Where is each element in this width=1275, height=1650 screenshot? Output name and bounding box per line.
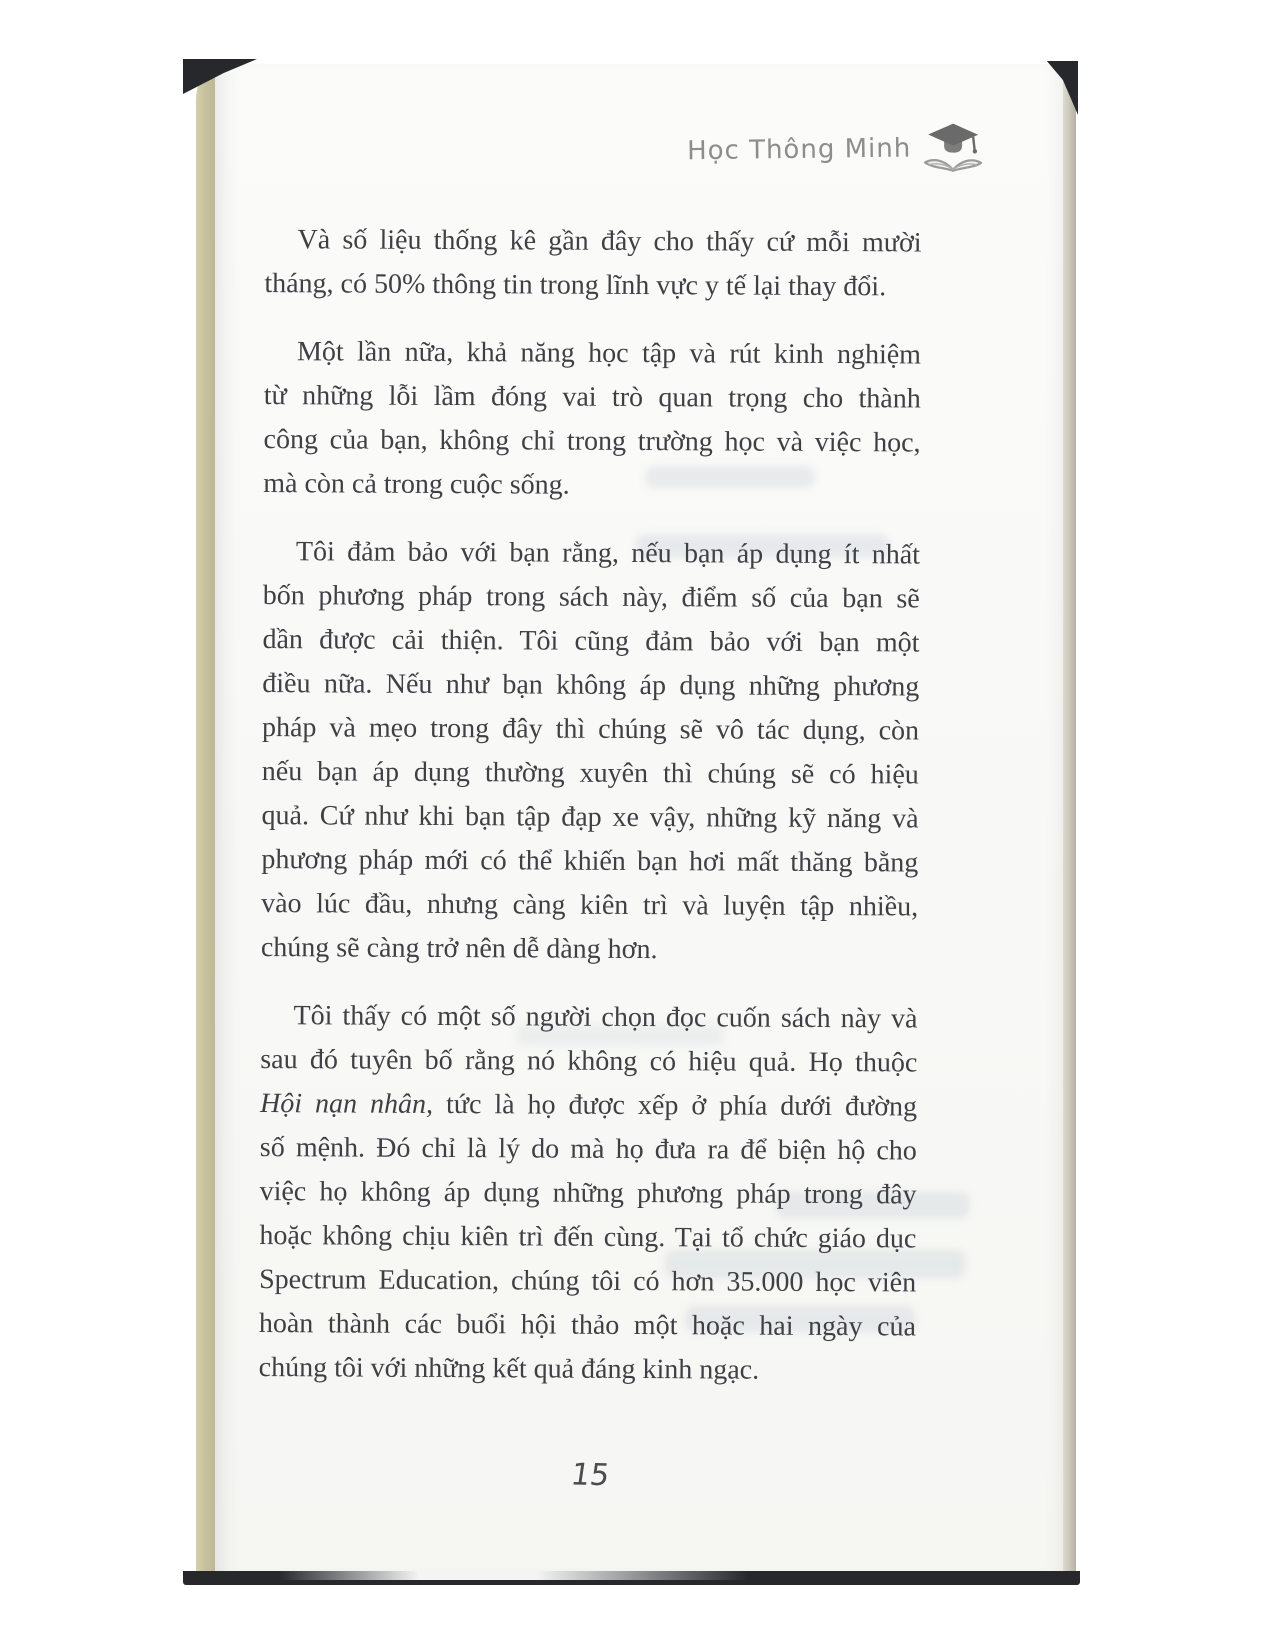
text-line: việc họ không áp dụng những phương pháp trong đây: [259, 1176, 917, 1211]
text-line: nếu bạn áp dụng thường xuyên thì chúng sẽ có hiệu: [261, 756, 919, 791]
text-line: Và số liệu thống kê gần đây cho thấy cứ mỗi mười: [297, 224, 922, 259]
text-line: điều nữa. Nếu như bạn không áp dụng những phương: [262, 668, 920, 703]
text-line: Tôi đảm bảo với bạn rằng, nếu bạn áp dụng ít nhất: [295, 536, 921, 571]
text-line: hoặc không chịu kiên trì đến cùng. Tại tổ chức giáo dục: [259, 1220, 917, 1255]
text-line: mà còn cả trong cuộc sống.: [263, 468, 570, 501]
scan-edge-artifact-bottom: [183, 1571, 1080, 1585]
paragraph: [263, 330, 921, 509]
text-line: dần được cải thiện. Tôi cũng đảm bảo với bạn một: [262, 624, 920, 659]
text-segment: tức là họ được xếp ở phía dưới đường: [432, 1088, 918, 1123]
emphasized-phrase: Hội nạn nhân,: [259, 1088, 434, 1120]
running-head: [687, 118, 985, 181]
text-line: bốn phương pháp trong sách này, điểm số của bạn sẽ: [262, 580, 920, 615]
text-line: Tôi thấy có một số người chọn đọc cuốn sách này và: [293, 1000, 918, 1035]
text-line: tháng, có 50% thông tin trong lĩnh vực y tế lại thay đổi.: [264, 268, 887, 303]
text-block: [258, 218, 921, 1417]
text-line: hoàn thành các buổi hội thảo một hoặc hai ngày của: [258, 1308, 917, 1343]
scan-glare: [278, 1571, 748, 1580]
text-line: số mệnh. Đó chỉ là lý do mà họ đưa ra để biện hộ cho: [259, 1132, 917, 1167]
page-surface: [215, 64, 1063, 1573]
graduation-cap-open-book-icon: [921, 119, 985, 180]
text-line: quả. Cứ như khi bạn tập đạp xe vậy, những kỹ năng và: [261, 800, 919, 835]
paragraph: [261, 530, 920, 973]
text-line: pháp và mẹo trong đây thì chúng sẽ vô tác dụng, còn: [261, 712, 920, 747]
text-line: Một lần nữa, khả năng học tập và rút kinh nghiệm: [296, 336, 922, 371]
paragraph: [264, 218, 921, 309]
running-head-title: Học Thông Minh: [686, 132, 912, 166]
text-line: chúng sẽ càng trở nên dễ dàng hơn.: [260, 932, 658, 966]
page-number: 15: [568, 1457, 612, 1494]
text-line: phương pháp mới có thể khiến bạn hơi mất thăng bằng: [261, 844, 919, 879]
text-line: sau đó tuyên bố rằng nó không có hiệu quả. Họ thuộc: [260, 1044, 918, 1079]
text-line: [260, 1082, 917, 1129]
page-edge-right: [1063, 68, 1076, 1573]
printed-content: [208, 64, 1064, 1577]
text-line: vào lúc đầu, nhưng càng kiên trì và luyện tập nhiều,: [261, 888, 919, 923]
paragraph: [259, 994, 918, 1393]
text-line: từ những lỗi lầm đóng vai trò quan trọng cho thành: [263, 380, 921, 415]
text-line: chúng tôi với những kết quả đáng kinh ngạc.: [258, 1352, 760, 1386]
text-line: công của bạn, không chỉ trong trường học và việc học,: [263, 424, 921, 459]
text-line: Spectrum Education, chúng tôi có hơn 35.000 học viên: [259, 1264, 917, 1299]
